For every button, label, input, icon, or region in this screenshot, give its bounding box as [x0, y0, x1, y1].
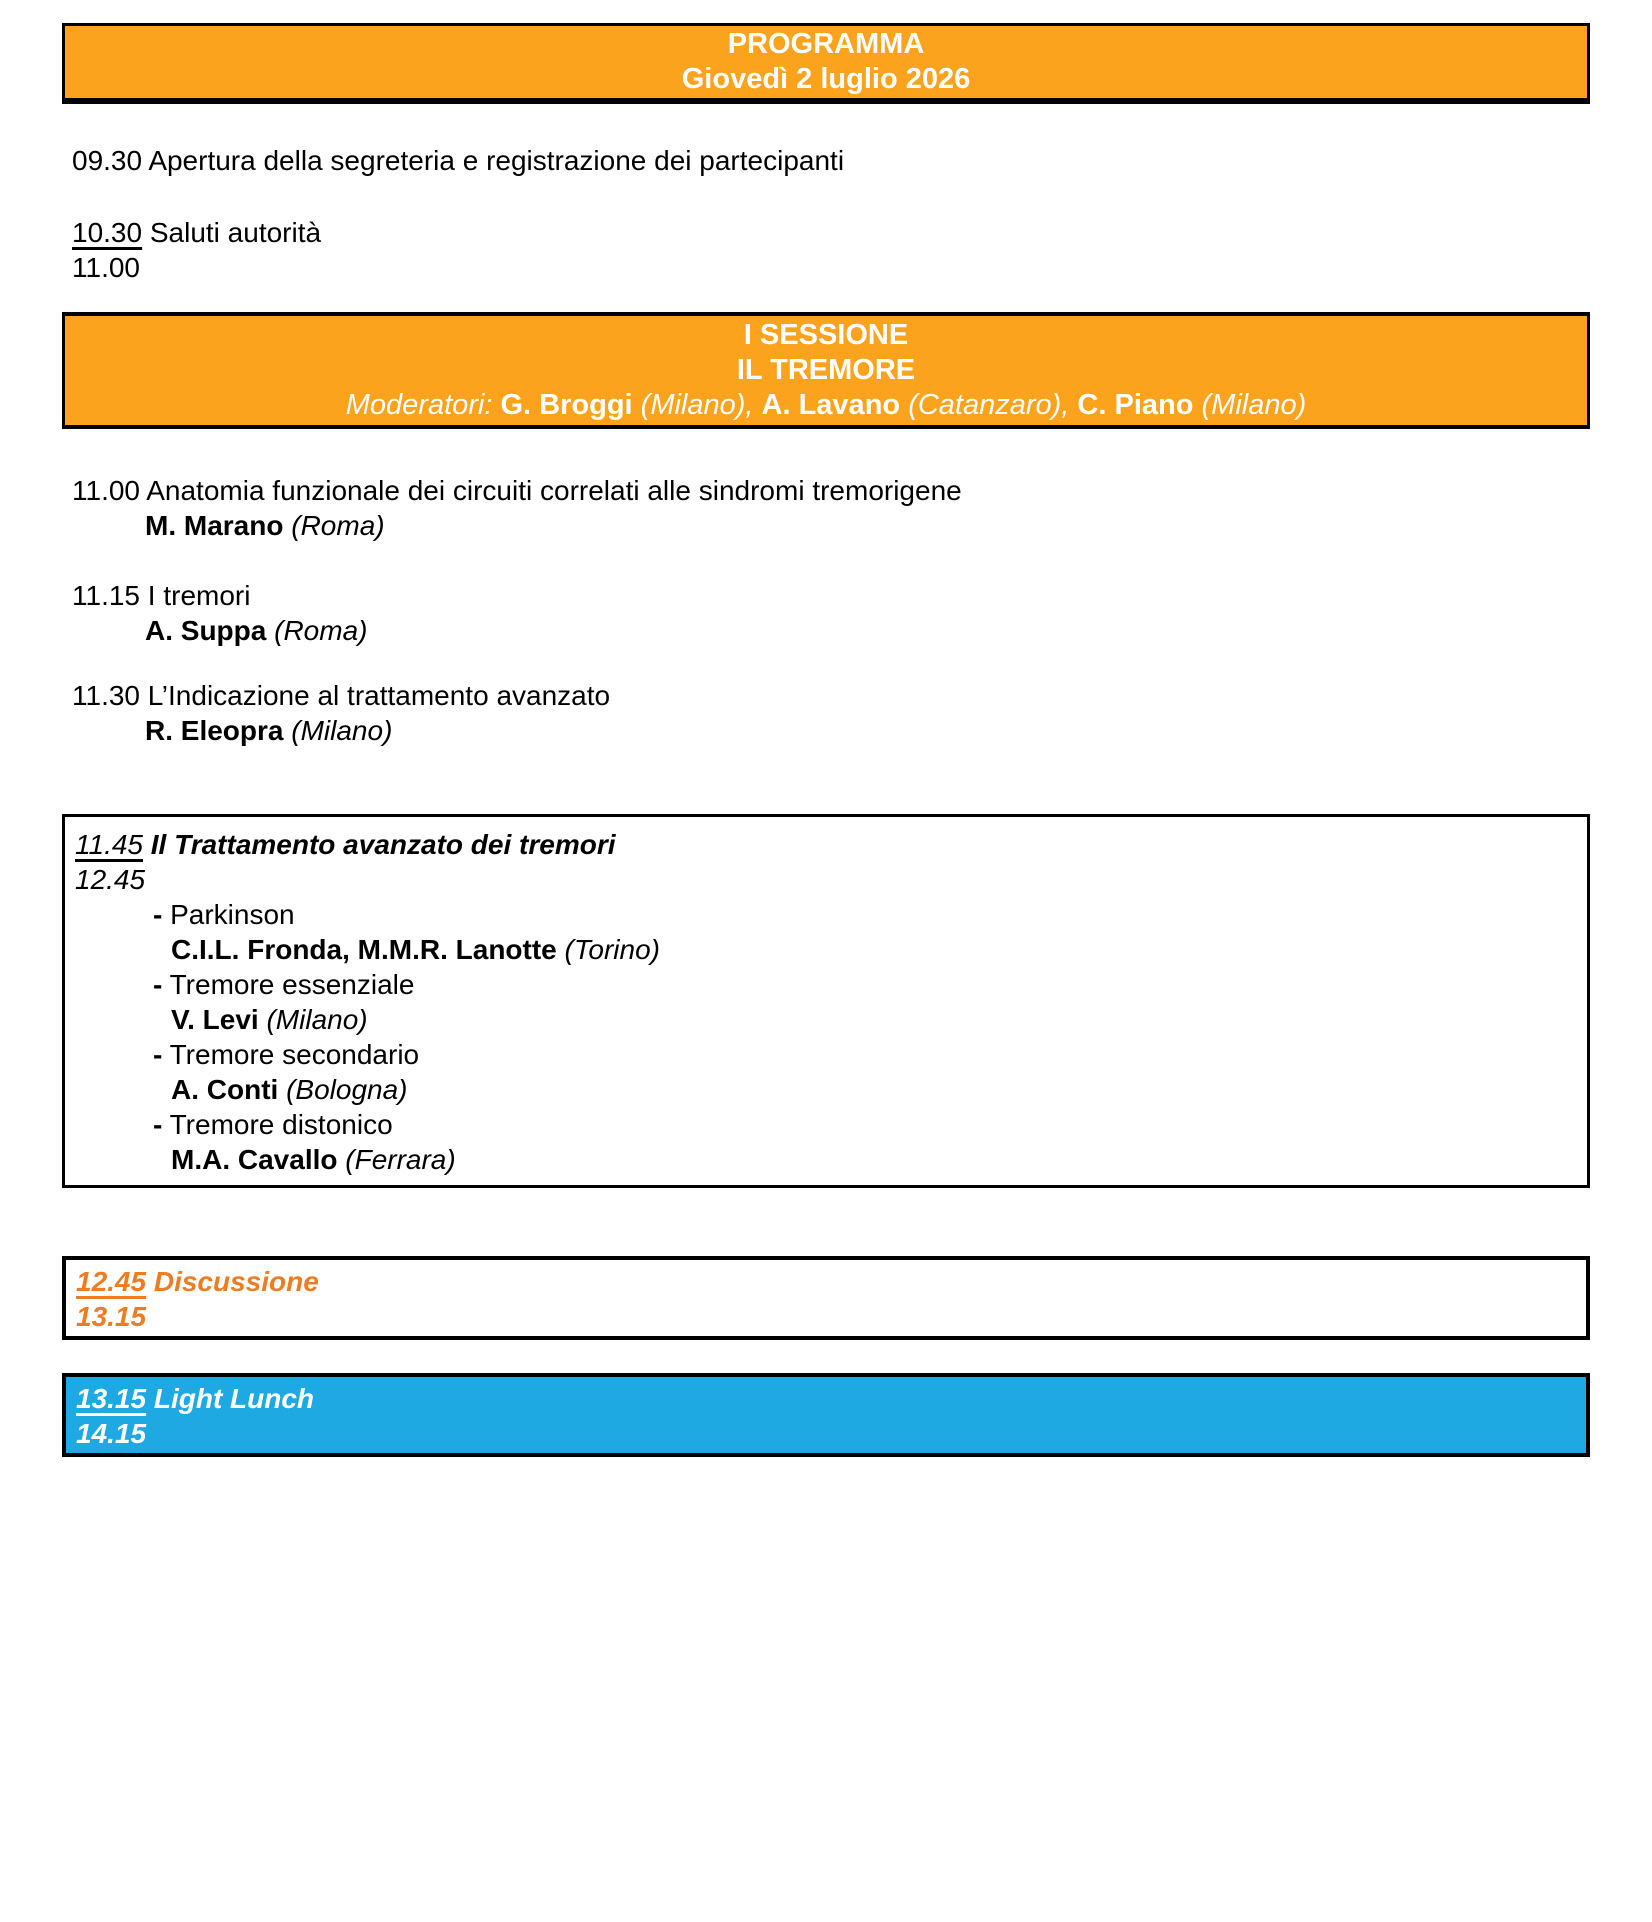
event-line: [72, 250, 1652, 285]
workshop-speaker-line: [75, 1002, 1577, 1037]
lunch-line: [76, 1381, 1576, 1416]
event-registration: [0, 143, 1652, 178]
topic-label: Tremore distonico: [169, 1109, 393, 1140]
discussion-box: [62, 1256, 1590, 1340]
event-time-start: 10.30: [72, 217, 143, 248]
talk-title: L’Indicazione al trattamento avanzato: [147, 680, 611, 711]
speaker-name: M. Marano: [145, 510, 284, 541]
program-banner: [62, 23, 1590, 104]
talk: [0, 678, 1652, 748]
lunch-box: [62, 1373, 1590, 1457]
program-title: PROGRAMMA: [727, 28, 925, 60]
session-1-header: [62, 312, 1590, 429]
moderator-city: (Milano): [1201, 389, 1307, 421]
talk-line: [72, 473, 1652, 508]
talk-time: 11.00: [72, 475, 140, 506]
lunch-time-end: 14.15: [76, 1418, 147, 1449]
speaker-name: M.A. Cavallo: [171, 1144, 338, 1175]
moderator-name: G. Broggi: [500, 389, 633, 421]
workshop-box: [62, 814, 1590, 1188]
topic-label: Tremore essenziale: [169, 969, 415, 1000]
discussion-title: Discussione: [153, 1266, 319, 1297]
moderators-label: Moderatori:: [345, 389, 493, 421]
lunch-title: Light Lunch: [153, 1383, 315, 1414]
event-title: Saluti autorità: [149, 217, 322, 248]
workshop-time-end: 12.45: [75, 864, 146, 895]
lunch-time-start: 13.15: [76, 1383, 147, 1414]
talk: [0, 578, 1652, 648]
talk-line: [72, 678, 1652, 713]
topic-label: Tremore secondario: [169, 1039, 420, 1070]
speaker-name: A. Conti: [171, 1074, 279, 1105]
speaker-city: (Bologna): [286, 1074, 408, 1105]
workshop-speaker-line: [75, 932, 1577, 967]
session-topic: IL TREMORE: [736, 354, 916, 386]
topic-label: Parkinson: [170, 899, 295, 930]
session-moderators: [65, 388, 1587, 423]
workshop-time-start: 11.45: [75, 829, 143, 860]
event-greetings: [0, 215, 1652, 285]
speaker-name: R. Eleopra: [145, 715, 284, 746]
talk: [0, 473, 1652, 543]
workshop-topic: [75, 967, 1577, 1002]
bullet-dash: -: [153, 969, 163, 1000]
workshop-title-line: [75, 827, 1577, 862]
talk-speaker-line: [72, 713, 1652, 748]
moderator-name: C. Piano: [1077, 389, 1194, 421]
talk-time: 11.15: [72, 580, 140, 611]
event-time-end: 11.00: [72, 252, 140, 283]
speaker-city: (Roma): [274, 615, 368, 646]
talk-speaker-line: [72, 508, 1652, 543]
workshop-speaker-line: [75, 1142, 1577, 1177]
discussion-line: [76, 1264, 1576, 1299]
speaker-name: A. Suppa: [145, 615, 267, 646]
bullet-dash: -: [153, 899, 163, 930]
workshop-topic: [75, 1107, 1577, 1142]
discussion-time-end: 13.15: [76, 1301, 147, 1332]
session-number: I SESSIONE: [743, 319, 909, 351]
workshop-topic: [75, 897, 1577, 932]
event-line: [72, 215, 1652, 250]
speaker-city: (Ferrara): [345, 1144, 456, 1175]
event-title: Apertura della segreteria e registrazione dei partecipanti: [148, 145, 845, 176]
speaker-name: V. Levi: [171, 1004, 259, 1035]
program-date: Giovedì 2 luglio 2026: [681, 63, 971, 95]
bullet-dash: -: [153, 1039, 163, 1070]
talk-time: 11.30: [72, 680, 140, 711]
discussion-time-end-line: [76, 1299, 1576, 1334]
lunch-time-end-line: [76, 1416, 1576, 1451]
speaker-name: C.I.L. Fronda, M.M.R. Lanotte: [171, 934, 557, 965]
speaker-city: (Roma): [291, 510, 385, 541]
speaker-city: (Torino): [564, 934, 660, 965]
talk-title: Anatomia funzionale dei circuiti correlati alle sindromi tremorigene: [146, 475, 962, 506]
moderator-name: A. Lavano: [761, 389, 901, 421]
workshop-time-end-line: [75, 862, 1577, 897]
talk-speaker-line: [72, 613, 1652, 648]
moderator-city: (Catanzaro),: [908, 389, 1070, 421]
event-time: 09.30: [72, 145, 143, 176]
moderator-city: (Milano),: [640, 389, 754, 421]
workshop-speaker-line: [75, 1072, 1577, 1107]
talk-title: I tremori: [147, 580, 251, 611]
bullet-dash: -: [153, 1109, 163, 1140]
talk-line: [72, 578, 1652, 613]
workshop-title: Il Trattamento avanzato dei tremori: [150, 829, 616, 860]
speaker-city: (Milano): [266, 1004, 368, 1035]
speaker-city: (Milano): [291, 715, 393, 746]
workshop-topic: [75, 1037, 1577, 1072]
discussion-time-start: 12.45: [76, 1266, 147, 1297]
